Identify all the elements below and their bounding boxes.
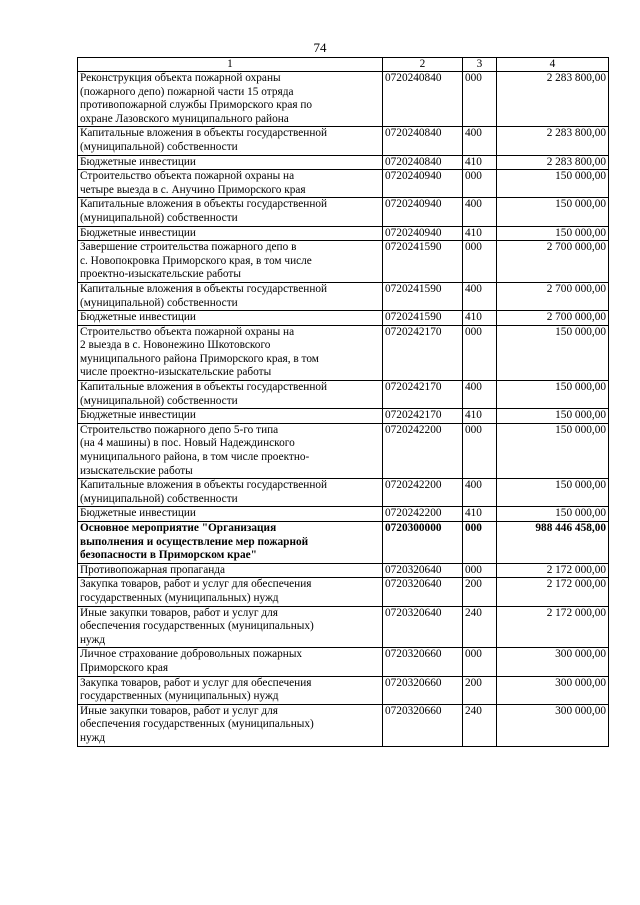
table-row — [78, 507, 609, 522]
item-name-line: Капитальные вложения в объекты государственной — [80, 282, 328, 295]
item-name — [78, 381, 383, 409]
item-name-line: Бюджетные инвестиции — [80, 311, 196, 324]
table-row — [78, 522, 609, 564]
item-name-line: Капитальные вложения в объекты государственной — [80, 381, 328, 394]
table-row — [78, 648, 609, 676]
expense-kind: 410 — [463, 409, 497, 424]
item-name — [78, 676, 383, 704]
item-name-line: проектно-изыскательские работы — [80, 268, 241, 281]
amount: 2 283 800,00 — [497, 127, 609, 155]
item-name-line: Капитальные вложения в объекты государственной — [80, 479, 328, 492]
item-name-line: (муниципальной) собственности — [80, 492, 238, 505]
expense-kind: 240 — [463, 704, 497, 746]
item-name-line: Капитальные вложения в объекты государственной — [80, 198, 328, 211]
table-row — [78, 606, 609, 648]
target-code: 0720240840 — [383, 155, 463, 170]
amount: 2 700 000,00 — [497, 241, 609, 283]
target-code: 0720242200 — [383, 507, 463, 522]
amount: 988 446 458,00 — [497, 522, 609, 564]
item-name-line: (муниципальной) собственности — [80, 296, 238, 309]
target-code: 0720242200 — [383, 479, 463, 507]
amount: 150 000,00 — [497, 507, 609, 522]
column-3-header: 3 — [463, 58, 497, 72]
item-name — [78, 409, 383, 424]
item-name-line: Бюджетные инвестиции — [80, 409, 196, 422]
expense-kind: 200 — [463, 578, 497, 606]
item-name-line: (на 4 машины) в пос. Новый Надеждинского — [80, 437, 295, 450]
item-name — [78, 170, 383, 198]
expense-kind: 410 — [463, 155, 497, 170]
target-code: 0720240940 — [383, 226, 463, 241]
amount: 2 172 000,00 — [497, 563, 609, 578]
expense-kind: 410 — [463, 226, 497, 241]
table-row — [78, 311, 609, 326]
amount: 300 000,00 — [497, 648, 609, 676]
item-name — [78, 198, 383, 226]
amount: 2 700 000,00 — [497, 282, 609, 310]
item-name-line: Бюджетные инвестиции — [80, 155, 196, 168]
table-row — [78, 198, 609, 226]
item-name-line: обеспечения государственных (муниципальных) — [80, 620, 314, 633]
amount: 150 000,00 — [497, 170, 609, 198]
item-name — [78, 241, 383, 283]
item-name — [78, 507, 383, 522]
expense-kind: 200 — [463, 676, 497, 704]
expense-kind: 400 — [463, 282, 497, 310]
expense-kind: 000 — [463, 423, 497, 478]
item-name-line: Противопожарная пропаганда — [80, 563, 226, 576]
item-name-line: охране Лазовского муниципального района — [80, 112, 289, 125]
item-name-line: Бюджетные инвестиции — [80, 507, 196, 520]
item-name-line: Строительство объекта пожарной охраны на — [80, 170, 295, 183]
budget-table-body — [78, 58, 609, 747]
target-code: 0720320660 — [383, 676, 463, 704]
amount: 2 283 800,00 — [497, 72, 609, 127]
table-row — [78, 704, 609, 746]
item-name — [78, 704, 383, 746]
expense-kind: 000 — [463, 72, 497, 127]
target-code: 0720242200 — [383, 423, 463, 478]
expense-kind: 400 — [463, 479, 497, 507]
item-name — [78, 72, 383, 127]
expense-kind: 000 — [463, 648, 497, 676]
item-name — [78, 479, 383, 507]
item-name — [78, 127, 383, 155]
item-name-line: государственных (муниципальных) нужд — [80, 591, 279, 604]
item-name-line: муниципального района, в том числе проектно- — [80, 451, 310, 464]
table-row — [78, 676, 609, 704]
expense-kind: 400 — [463, 127, 497, 155]
item-name-line: Строительство пожарного депо 5-го типа — [80, 423, 279, 436]
expense-kind: 000 — [463, 241, 497, 283]
table-row — [78, 563, 609, 578]
item-name-line: Капитальные вложения в объекты государственной — [80, 127, 328, 140]
table-row — [78, 578, 609, 606]
expense-kind: 410 — [463, 311, 497, 326]
target-code: 0720241590 — [383, 311, 463, 326]
item-name-line: Основное мероприятие "Организация — [80, 522, 277, 534]
target-code: 0720242170 — [383, 381, 463, 409]
item-name — [78, 563, 383, 578]
column-2-header: 2 — [383, 58, 463, 72]
item-name-line: нужд — [80, 731, 106, 744]
table-row — [78, 282, 609, 310]
item-name-line: изыскательские работы — [80, 464, 193, 477]
table-row — [78, 72, 609, 127]
amount: 2 283 800,00 — [497, 155, 609, 170]
target-code: 0720320640 — [383, 606, 463, 648]
item-name — [78, 578, 383, 606]
item-name — [78, 282, 383, 310]
table-row — [78, 241, 609, 283]
column-number-row — [78, 58, 609, 72]
table-row — [78, 423, 609, 478]
amount: 150 000,00 — [497, 226, 609, 241]
table-row — [78, 170, 609, 198]
expense-kind: 000 — [463, 170, 497, 198]
target-code: 0720241590 — [383, 282, 463, 310]
table-row — [78, 127, 609, 155]
item-name-line: с. Новопокровка Приморского края, в том числе — [80, 254, 312, 267]
amount: 150 000,00 — [497, 479, 609, 507]
target-code: 0720240840 — [383, 72, 463, 127]
item-name-line: Приморского края — [80, 661, 169, 674]
item-name-line: противопожарной службы Приморского края по — [80, 99, 313, 112]
item-name — [78, 325, 383, 380]
amount: 2 700 000,00 — [497, 311, 609, 326]
item-name — [78, 226, 383, 241]
table-row — [78, 409, 609, 424]
item-name-line: Бюджетные инвестиции — [80, 226, 196, 239]
target-code: 0720300000 — [383, 522, 463, 564]
item-name-line: Завершение строительства пожарного депо в — [80, 241, 297, 254]
target-code: 0720320640 — [383, 563, 463, 578]
item-name-line: (муниципальной) собственности — [80, 394, 238, 407]
page-number: 74 — [313, 40, 327, 55]
item-name-line: Строительство объекта пожарной охраны на — [80, 325, 295, 338]
budget-table — [77, 57, 609, 747]
target-code: 0720240940 — [383, 198, 463, 226]
item-name-line: числе проектно-изыскательские работы — [80, 366, 272, 379]
amount: 150 000,00 — [497, 325, 609, 380]
expense-kind: 000 — [463, 522, 497, 564]
item-name-line: четыре выезда в с. Анучино Приморского края — [80, 183, 306, 196]
table-row — [78, 381, 609, 409]
item-name — [78, 522, 383, 564]
item-name — [78, 648, 383, 676]
expense-kind: 400 — [463, 198, 497, 226]
target-code: 0720320660 — [383, 704, 463, 746]
amount: 150 000,00 — [497, 423, 609, 478]
expense-kind: 410 — [463, 507, 497, 522]
column-4-header: 4 — [497, 58, 609, 72]
table-row — [78, 155, 609, 170]
amount: 150 000,00 — [497, 409, 609, 424]
item-name — [78, 155, 383, 170]
item-name-line: безопасности в Приморском крае" — [80, 549, 257, 562]
table-row — [78, 226, 609, 241]
item-name-line: Личное страхование добровольных пожарных — [80, 648, 303, 661]
amount: 2 172 000,00 — [497, 606, 609, 648]
target-code: 0720240940 — [383, 170, 463, 198]
item-name-line: Закупка товаров, работ и услуг для обеспечения — [80, 578, 312, 591]
amount: 300 000,00 — [497, 676, 609, 704]
item-name — [78, 423, 383, 478]
item-name-line: выполнения и осуществление мер пожарной — [80, 535, 309, 548]
column-1-header: 1 — [78, 58, 383, 72]
table-row — [78, 479, 609, 507]
item-name-line: (пожарного депо) пожарной части 15 отряда — [80, 85, 294, 98]
amount: 150 000,00 — [497, 381, 609, 409]
target-code: 0720242170 — [383, 325, 463, 380]
expense-kind: 000 — [463, 563, 497, 578]
target-code: 0720320660 — [383, 648, 463, 676]
target-code: 0720320640 — [383, 578, 463, 606]
expense-kind: 400 — [463, 381, 497, 409]
amount: 2 172 000,00 — [497, 578, 609, 606]
item-name — [78, 606, 383, 648]
item-name-line: Реконструкция объекта пожарной охраны — [80, 72, 281, 84]
expense-kind: 240 — [463, 606, 497, 648]
item-name-line: муниципального района Приморского края, в том — [80, 352, 319, 365]
amount: 300 000,00 — [497, 704, 609, 746]
table-row — [78, 325, 609, 380]
item-name-line: нужд — [80, 633, 106, 646]
item-name-line: Иные закупки товаров, работ и услуг для — [80, 704, 278, 717]
item-name-line: 2 выезда в с. Новонежино Шкотовского — [80, 339, 271, 352]
expense-kind: 000 — [463, 325, 497, 380]
target-code: 0720241590 — [383, 241, 463, 283]
item-name-line: Закупка товаров, работ и услуг для обеспечения — [80, 676, 312, 689]
item-name-line: Иные закупки товаров, работ и услуг для — [80, 606, 278, 619]
item-name-line: обеспечения государственных (муниципальных) — [80, 718, 314, 731]
target-code: 0720240840 — [383, 127, 463, 155]
item-name — [78, 311, 383, 326]
item-name-line: государственных (муниципальных) нужд — [80, 690, 279, 703]
item-name-line: (муниципальной) собственности — [80, 140, 238, 153]
target-code: 0720242170 — [383, 409, 463, 424]
item-name-line: (муниципальной) собственности — [80, 211, 238, 224]
amount: 150 000,00 — [497, 198, 609, 226]
